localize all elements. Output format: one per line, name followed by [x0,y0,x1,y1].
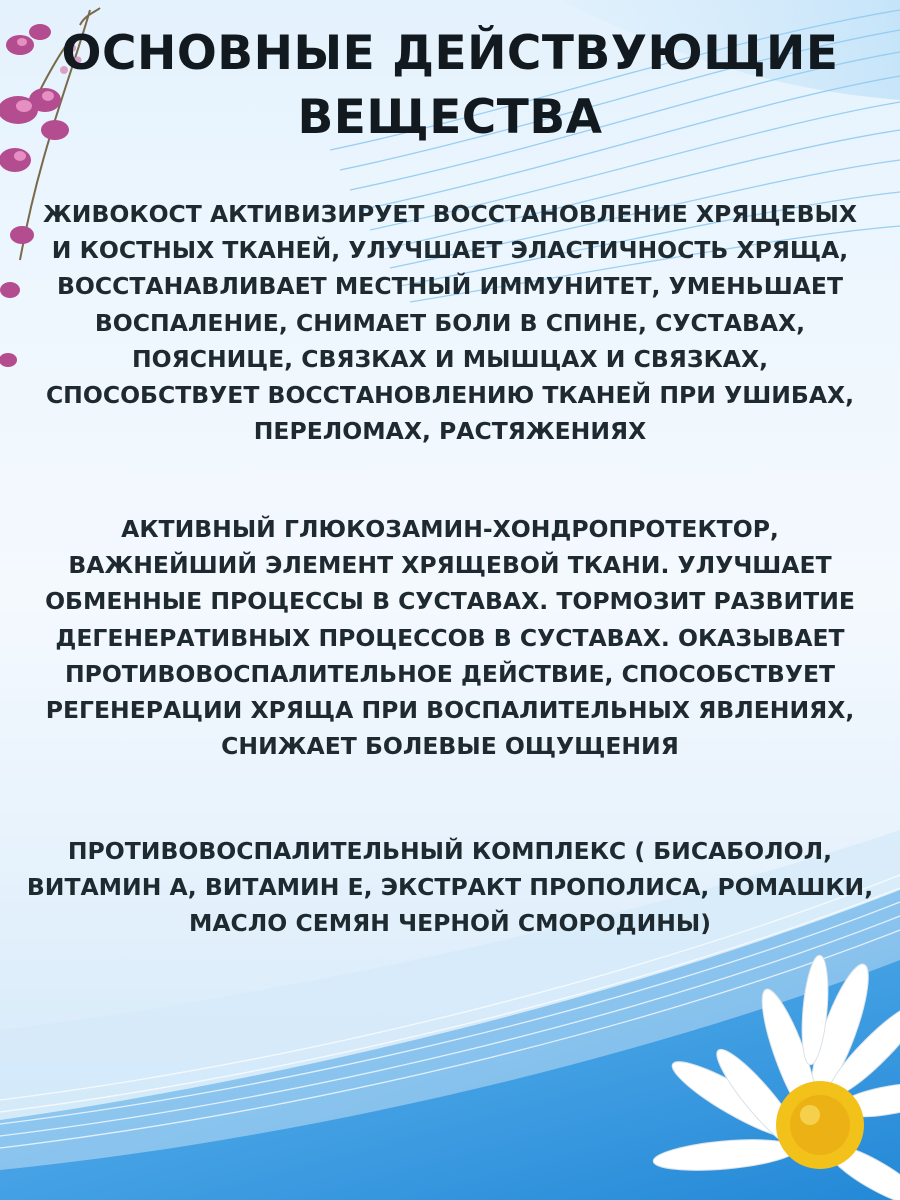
white-daisy-flower-image [640,950,900,1200]
paragraph-line: СПОСОБСТВУЕТ ВОССТАНОВЛЕНИЮ ТКАНЕЙ ПРИ УШИБАХ, [45,381,855,410]
paragraph-line: СНИЖАЕТ БОЛЕВЫЕ ОЩУЩЕНИЯ [221,732,679,761]
paragraph-line: ВОССТАНАВЛИВАЕТ МЕСТНЫЙ ИММУНИТЕТ, УМЕНЬШАЕТ [56,272,844,301]
paragraph-line: ПРОТИВОВОСПАЛИТЕЛЬНЫЙ КОМПЛЕКС ( БИСАБОЛОЛ, [67,837,833,865]
page-title [0,22,900,150]
paragraph-line: ЖИВОКОСТ АКТИВИЗИРУЕТ ВОССТАНОВЛЕНИЕ ХРЯЩЕВЫХ [43,200,857,228]
paragraph-line: ПЕРЕЛОМАХ, РАСТЯЖЕНИЯХ [253,417,647,446]
paragraph-line: ВИТАМИН А, ВИТАМИН Е, ЭКСТРАКТ ПРОПОЛИСА, РОМАШКИ, [26,873,874,902]
title-line: ВЕЩЕСТВА [297,90,603,145]
paragraph-line: ПРОТИВОВОСПАЛИТЕЛЬНОЕ ДЕЙСТВИЕ, СПОСОБСТВУЕТ [64,659,836,688]
paragraph-line: ПОЯСНИЦЕ, СВЯЗКАХ И МЫШЦАХ И СВЯЗКАХ, [131,344,769,373]
anti-inflammatory-complex-paragraph [20,833,880,942]
larkspur-description-paragraph [20,196,880,449]
paragraph-line: ОБМЕННЫЕ ПРОЦЕССЫ В СУСТАВАХ. ТОРМОЗИТ РАЗВИТИЕ [45,587,855,616]
title-line: ОСНОВНЫЕ ДЕЙСТВУЮЩИЕ [61,26,839,81]
paragraph-line: РЕГЕНЕРАЦИИ ХРЯЩА ПРИ ВОСПАЛИТЕЛЬНЫХ ЯВЛЕНИЯХ, [45,696,855,725]
paragraph-line: ДЕГЕНЕРАТИВНЫХ ПРОЦЕССОВ В СУСТАВАХ. ОКАЗЫВАЕТ [55,623,845,652]
paragraph-line: И КОСТНЫХ ТКАНЕЙ, УЛУЧШАЕТ ЭЛАСТИЧНОСТЬ ХРЯЩА, [51,236,849,265]
paragraph-line: МАСЛО СЕМЯН ЧЕРНОЙ СМОРОДИНЫ) [188,909,712,938]
paragraph-line: АКТИВНЫЙ ГЛЮКОЗАМИН-ХОНДРОПРОТЕКТОР, [121,515,779,543]
glucosamine-description-paragraph [20,511,880,764]
paragraph-line: ВОСПАЛЕНИЕ, СНИМАЕТ БОЛИ В СПИНЕ, СУСТАВАХ, [94,308,806,337]
paragraph-line: ВАЖНЕЙШИЙ ЭЛЕМЕНТ ХРЯЩЕВОЙ ТКАНИ. УЛУЧШАЕТ [68,551,832,580]
